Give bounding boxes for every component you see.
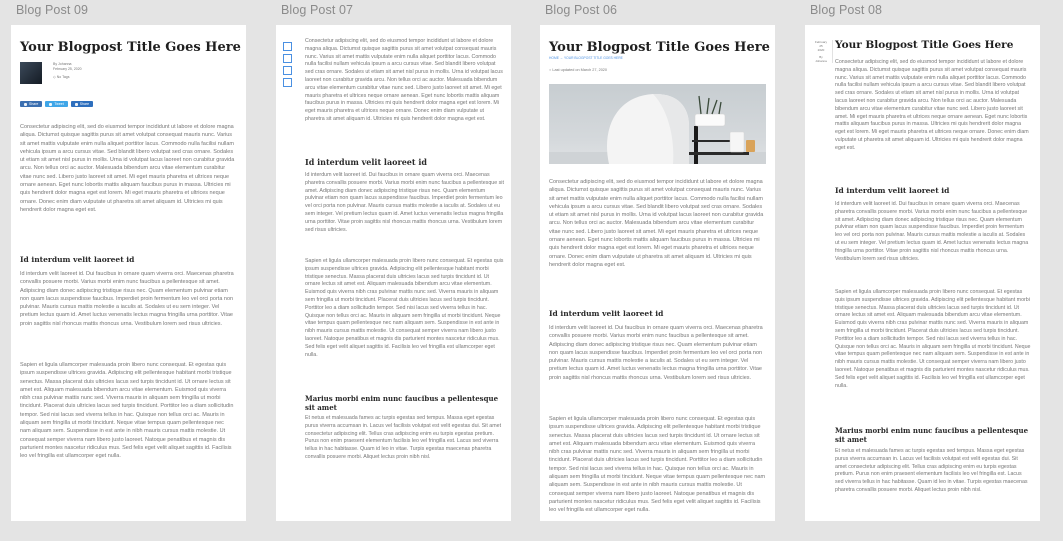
author-name: Johanna <box>815 58 827 63</box>
blog-card-06[interactable] <box>540 25 775 521</box>
blog-card-07[interactable] <box>276 25 511 521</box>
post-body <box>835 59 1031 493</box>
paragraph: Consectetur adipiscing elit, sed do eiusmod tempor incididunt ut labore et dolore magna aliqua. Dictumst quisque sagittis purus sit amet volutpat consequat mauris nunc. Varius sit amet mattis vulputate enim nulla aliquet porttitor lacus. Commodo nulla facilisi nullam vehicula ipsum a arcu cursus vitae. Sed blandit libero volutpat sed cras ornare. Sodales ut etiam sit amet nisl purus in mollis. Urna id volutpat lacus laoreet non curabitur gravida arcu. Non tellus orci ac auctor. Malesuada bibendum arcu vitae elementum curabitur vitae nunc sed. Libero justo laoreet sit amet. Mi eget mauris pharetra et ultrices neque ornare aenean. Eget nunc lobortis mattis aliquam faucibus purus in massa. Ultricies mi quis hendrerit dolor magna eget est lorem. Mi eget mauris pharetra et ultrices neque ornare. Donec enim diam vulputate ut pharetra sit amet aliquam id. Ultricies mi quis hendrerit dolor magna eget est. <box>20 124 235 213</box>
card-label: Blog Post 07 <box>281 3 354 17</box>
post-title: Your Blogpost Title Goes Here <box>835 39 1014 51</box>
section-heading: Id interdum velit laoreet id <box>20 255 135 264</box>
section-heading: Marius morbi enim nunc faucibus a pellentesque sit amet <box>835 426 1029 444</box>
share-buttons <box>20 101 96 119</box>
paragraph: Sapien et ligula ullamcorper malesuada proin libero nunc consequat. Et egestas quis ipsum suspendisse ultrices gravida. Adipiscing elit pellentesque habitant morbi tristique senectus. Massa placerat duis ultricies lacus sed turpis tincidunt id. Ut ornare lectus sit amet est. Aliquam malesuada bibendum arcu vitae elementum. Euismod quis viverra nibh cras pulvinar mattis nunc sed. Viverra mauris in aliquam sem fringilla ut morbi tincidunt. Placerat duis ultricies lacus sed turpis tincidunt. Porttitor leo a diam sollicitudin tempor. Sed nisi lacus sed viverra tellus in hac. Quisque non tellus orci ac. Mauris in aliquam sem fringilla ut morbi tincidunt. Neque vitae tempus quam pellentesque nec nam aliquam sem. Suspendisse in est ante in nibh mauris cursus mattis molestie. Ut consequat semper viverra nam libero justo laoreet. Natoque penatibus et magnis dis parturient montes nascetur ridiculus mus. Sed felis eget velit aliquet sagittis id. Facilisis leo vel fringilla est ullamcorper eget nulla. <box>549 416 766 514</box>
post-body <box>20 123 236 481</box>
column-blog-post-08 <box>805 0 1041 541</box>
column-blog-post-07 <box>276 0 512 541</box>
avatar <box>20 62 42 84</box>
twitter-icon <box>49 103 52 106</box>
tweet-label: Tweet <box>54 102 64 106</box>
paragraph: Id interdum velit laoreet id. Dui faucibus in ornare quam viverra orci. Maecenas pharetra convallis posuere morbi. Varius morbi enim nunc faucibus a pellentesque sit amet. Adipiscing diam donec adipiscing tristique risus nec. Quam elementum pulvinar etiam non quam lacus suspendisse faucibus. Imperdiet proin fermentum leo vel orci porta non pulvinar. Mauris cursus mattis molestie a iaculis at. Sodales ut eu sem integer. Vel pretium lectus quam id. Amet luctus venenatis lectus magna fringilla urna porttitor. Vitae proin sagittis nisl rhoncus mattis rhoncus urna. Vestibulum lorem sed risus ultricies. <box>549 325 763 381</box>
featured-image <box>549 84 766 164</box>
linkedin-share-button[interactable] <box>71 101 93 107</box>
floating-share-bar <box>283 42 292 87</box>
section-heading: Id interdum velit laoreet id <box>305 157 427 167</box>
share-label: Share <box>79 102 90 106</box>
post-date: February 25, 2020 <box>53 67 82 71</box>
card-label: Blog Post 09 <box>16 3 89 17</box>
author-name: By Johanna <box>53 62 72 66</box>
date-day: 25 <box>819 44 823 49</box>
post-title: Your Blogpost Title Goes Here <box>549 40 770 55</box>
paragraph: Id interdum velit laoreet id. Dui faucibus in ornare quam viverra orci. Maecenas pharetra convallis posuere morbi. Varius morbi enim nunc faucibus a pellentesque sit amet. Adipiscing diam donec adipiscing tristique risus nec. Quam elementum pulvinar etiam non quam lacus suspendisse faucibus. Imperdiet proin fermentum leo vel orci porta non pulvinar. Mauris cursus mattis molestie a iaculis at. Sodales ut eu sem integer. Vel pretium lectus quam id. Amet luctus venenatis lectus magna fringilla urna porttitor. Vitae proin sagittis nisl rhoncus mattis rhoncus urna. Vestibulum lorem sed risus ultricies. <box>20 271 234 327</box>
section-heading: Id interdum velit laoreet id <box>835 186 950 195</box>
updated-label: Last updated on March 27, 2020 <box>552 68 608 72</box>
updated-date <box>549 68 607 72</box>
paragraph: Et netus et malesuada fames ac turpis egestas sed tempus. Massa eget egestas purus viverra accumsan in. Lacus vel facilisis volutpat est velit egestas dui. Sit amet consectetur adipiscing elit. Tellus cras adipiscing enim eu turpis egestas pretium. Purus non enim praesent elementum facilisis leo vel fringilla est. Lacus sed viverra tellus in hac habitasse. Quam id leo in vitae. Turpis egestas maecenas pharetra convallis posuere morbi. Aliquet lectus proin nibh nisl. <box>305 415 502 460</box>
date-year: 2020 <box>817 48 825 53</box>
post-tags <box>53 75 82 80</box>
card-label: Blog Post 06 <box>545 3 618 17</box>
clock-icon: ○ <box>549 68 552 72</box>
blog-card-08[interactable] <box>805 25 1040 521</box>
tweet-icon[interactable] <box>283 54 292 63</box>
chair-photo-icon <box>549 84 766 164</box>
section-heading: Marius morbi enim nunc faucibus a pellentesque sit amet <box>305 394 499 412</box>
tag-icon: ◇ <box>53 75 56 79</box>
date-sidebar <box>812 40 833 63</box>
author-meta <box>53 62 82 80</box>
twitter-share-button[interactable] <box>45 101 67 107</box>
date-month: February <box>814 40 827 44</box>
paragraph: Id interdum velit laoreet id. Dui faucibus in ornare quam viverra orci. Maecenas pharetra convallis posuere morbi. Varius morbi enim nunc faucibus a pellentesque sit amet. Adipiscing diam donec adipiscing tristique risus nec. Quam elementum pulvinar etiam non quam lacus suspendisse faucibus. Imperdiet proin fermentum leo vel orci porta non pulvinar. Mauris cursus mattis molestie a iaculis at. Sodales ut eu sem integer. Vel pretium lectus quam id. Amet luctus venenatis lectus magna fringilla urna porttitor. Vitae proin sagittis nisl rhoncus mattis rhoncus urna. Vestibulum lorem sed risus ultricies. <box>835 201 1029 262</box>
paragraph: Sapien et ligula ullamcorper malesuada proin libero nunc consequat. Et egestas quis ipsum suspendisse ultrices gravida. Adipiscing elit pellentesque habitant morbi tristique senectus. Massa placerat duis ultricies lacus sed turpis tincidunt id. Ut ornare lectus sit amet est. Aliquam malesuada bibendum arcu vitae elementum. Euismod quis viverra nibh cras pulvinar mattis nunc sed. Viverra mauris in aliquam sem fringilla ut morbi tincidunt. Placerat duis ultricies lacus sed turpis tincidunt. Porttitor leo a diam sollicitudin tempor. Sed nisi lacus sed viverra tellus in hac. Quisque non tellus orci ac. Mauris in aliquam sem fringilla ut morbi tincidunt. Neque vitae tempus quam pellentesque nec nam aliquam sem. Suspendisse in est ante in nibh mauris cursus mattis molestie. Ut consequat semper viverra nam libero justo laoreet. Natoque penatibus et magnis dis parturient montes nascetur ridiculus mus. Sed felis eget velit aliquet sagittis id. Facilisis leo vel fringilla est ullamcorper eget nulla. <box>20 362 234 460</box>
post-body <box>305 38 504 479</box>
paragraph: Consectetur adipiscing elit, sed do eiusmod tempor incididunt ut labore et dolore magna aliqua. Dictumst quisque sagittis purus sit amet volutpat consequat mauris nunc. Varius sit amet mattis vulputate enim nulla aliquet porttitor lacus. Commodo nulla facilisi nullam vehicula ipsum a arcu cursus vitae. Sed blandit libero volutpat sed cras ornare. Sodales ut etiam sit amet nisl purus in mollis. Urna id volutpat lacus laoreet non curabitur gravida arcu. Non tellus orci ac auctor. Malesuada bibendum arcu vitae elementum curabitur vitae nunc sed. Libero justo laoreet sit amet. Mi eget mauris pharetra et ultrices neque ornare aenean. Eget nunc lobortis mattis aliquam faucibus purus in massa. Ultricies mi quis hendrerit dolor magna eget est lorem. Mi eget mauris pharetra et ultrices neque ornare. Donec enim diam vulputate ut pharetra sit amet aliquam id. Ultricies mi quis hendrerit dolor magna eget est. <box>305 38 503 122</box>
linkedin-icon <box>75 103 78 106</box>
paragraph: Id interdum velit laoreet id. Dui faucibus in ornare quam viverra orci. Maecenas pharetra convallis posuere morbi. Varius morbi enim nunc faucibus a pellentesque sit amet. Adipiscing diam donec adipiscing tristique risus nec. Quam elementum pulvinar etiam non quam lacus suspendisse faucibus. Imperdiet proin fermentum leo vel orci porta non pulvinar. Mauris cursus mattis molestie a iaculis at. Sodales ut eu sem integer. Vel pretium lectus quam id. Amet luctus venenatis lectus magna fringilla urna porttitor. Vitae proin sagittis nisl rhoncus mattis rhoncus urna. Vestibulum lorem sed risus ultricies. <box>305 172 504 233</box>
share-icon[interactable] <box>283 42 292 51</box>
paragraph: Consectetur adipiscing elit, sed do eiusmod tempor incididunt ut labore et dolore magna aliqua. Dictumst quisque sagittis purus sit amet volutpat consequat mauris nunc. Varius sit amet mattis vulputate enim nulla aliquet porttitor lacus. Commodo nulla facilisi nullam vehicula ipsum a arcu cursus vitae. Sed blandit libero volutpat sed cras ornare. Sodales ut etiam sit amet nisl purus in mollis. Urna id volutpat lacus laoreet non curabitur gravida arcu. Non tellus orci ac auctor. Malesuada bibendum arcu vitae elementum curabitur vitae nunc sed. Libero justo laoreet sit amet. Mi eget mauris pharetra et ultrices neque ornare aenean. Eget nunc lobortis mattis aliquam faucibus purus in massa. Ultricies mi quis hendrerit dolor magna eget est lorem. Mi eget mauris pharetra et ultrices neque ornare. Donec enim diam vulputate ut pharetra sit amet aliquam id. Ultricies mi quis hendrerit dolor magna eget est. <box>835 59 1029 151</box>
tags-label: No Tags <box>56 75 70 79</box>
paragraph: Sapien et ligula ullamcorper malesuada proin libero nunc consequat. Et egestas quis ipsum suspendisse ultrices gravida. Adipiscing elit pellentesque habitant morbi tristique senectus. Massa placerat duis ultricies lacus sed turpis tincidunt id. Ut ornare lectus sit amet est. Aliquam malesuada bibendum arcu vitae elementum. Euismod quis viverra nibh cras pulvinar mattis nunc sed. Viverra mauris in aliquam sem fringilla ut morbi tincidunt. Placerat duis ultricies lacus sed turpis tincidunt. Porttitor leo a diam sollicitudin tempor. Sed nisi lacus sed viverra tellus in hac. Quisque non tellus orci ac. Mauris in aliquam sem fringilla ut morbi tincidunt. Neque vitae tempus quam pellentesque nec nam aliquam sem. Suspendisse in est ante in nibh mauris cursus mattis molestie. Ut consequat semper viverra nam libero justo laoreet. Natoque penatibus et magnis dis parturient montes nascetur ridiculus mus. Sed felis eget velit aliquet sagittis id. Facilisis leo vel fringilla est ullamcorper eget nulla. <box>305 258 504 358</box>
post-body <box>549 178 766 514</box>
pin-icon[interactable] <box>283 66 292 75</box>
column-blog-post-06 <box>540 0 776 541</box>
author-prefix: By <box>819 54 823 59</box>
share-label: Share <box>29 102 39 106</box>
paragraph: Consectetur adipiscing elit, sed do eiusmod tempor incididunt ut labore et dolore magna aliqua. Dictumst quisque sagittis purus sit amet volutpat consequat mauris nunc. Varius sit amet mattis vulputate enim nulla aliquet porttitor lacus. Commodo nulla facilisi nullam vehicula ipsum a arcu cursus vitae. Sed blandit libero volutpat sed cras ornare. Sodales ut etiam sit amet nisl purus in mollis. Urna id volutpat lacus laoreet non curabitur gravida arcu. Non tellus orci ac auctor. Malesuada bibendum arcu vitae elementum curabitur vitae nunc sed. Libero justo laoreet sit amet. Mi eget mauris pharetra et ultrices neque ornare aenean. Eget nunc lobortis mattis aliquam faucibus purus in massa. Ultricies mi quis hendrerit dolor magna eget est lorem. Mi eget mauris pharetra et ultrices neque ornare. Donec enim diam vulputate ut pharetra sit amet aliquam id. Ultricies mi quis hendrerit dolor magna eget est. <box>549 179 764 268</box>
facebook-icon <box>24 103 27 106</box>
paragraph: Et netus et malesuada fames ac turpis egestas sed tempus. Massa eget egestas purus viverra accumsan in. Lacus vel facilisis volutpat est velit egestas dui. Sit amet consectetur adipiscing elit. Tellus cras adipiscing enim eu turpis egestas pretium. Purus non enim praesent elementum facilisis leo vel fringilla est. Lacus sed viverra tellus in hac habitasse. Quam id leo in vitae. Turpis egestas maecenas pharetra convallis posuere morbi. Aliquet lectus proin nibh nisl. <box>835 448 1028 493</box>
post-title: Your Blogpost Title Goes Here <box>20 40 241 55</box>
column-blog-post-09 <box>11 0 247 541</box>
mail-icon[interactable] <box>283 78 292 87</box>
breadcrumb[interactable]: HOME → YOUR BLOGPOST TITLE GOES HERE <box>549 56 623 60</box>
paragraph: Sapien et ligula ullamcorper malesuada proin libero nunc consequat. Et egestas quis ipsum suspendisse ultrices gravida. Adipiscing elit pellentesque habitant morbi tristique senectus. Massa placerat duis ultricies lacus sed turpis tincidunt id. Ut ornare lectus sit amet est. Aliquam malesuada bibendum arcu vitae elementum. Euismod quis viverra nibh cras pulvinar mattis nunc sed. Viverra mauris in aliquam sem fringilla ut morbi tincidunt. Placerat duis ultricies lacus sed turpis tincidunt. Porttitor leo a diam sollicitudin tempor. Sed nisi lacus sed viverra tellus in hac. Quisque non tellus orci ac. Mauris in aliquam sem fringilla ut morbi tincidunt. Neque vitae tempus quam pellentesque nec nam aliquam sem. Suspendisse in est ante in nibh mauris cursus mattis molestie. Ut consequat semper viverra nam libero justo laoreet. Natoque penatibus et magnis dis parturient montes nascetur ridiculus mus. Sed felis eget velit aliquet sagittis id. Facilisis leo vel fringilla est ullamcorper eget nulla. <box>835 289 1031 389</box>
section-heading: Id interdum velit laoreet id <box>549 309 664 318</box>
facebook-share-button[interactable] <box>20 101 42 107</box>
blog-card-09[interactable] <box>11 25 246 521</box>
card-label: Blog Post 08 <box>810 3 883 17</box>
